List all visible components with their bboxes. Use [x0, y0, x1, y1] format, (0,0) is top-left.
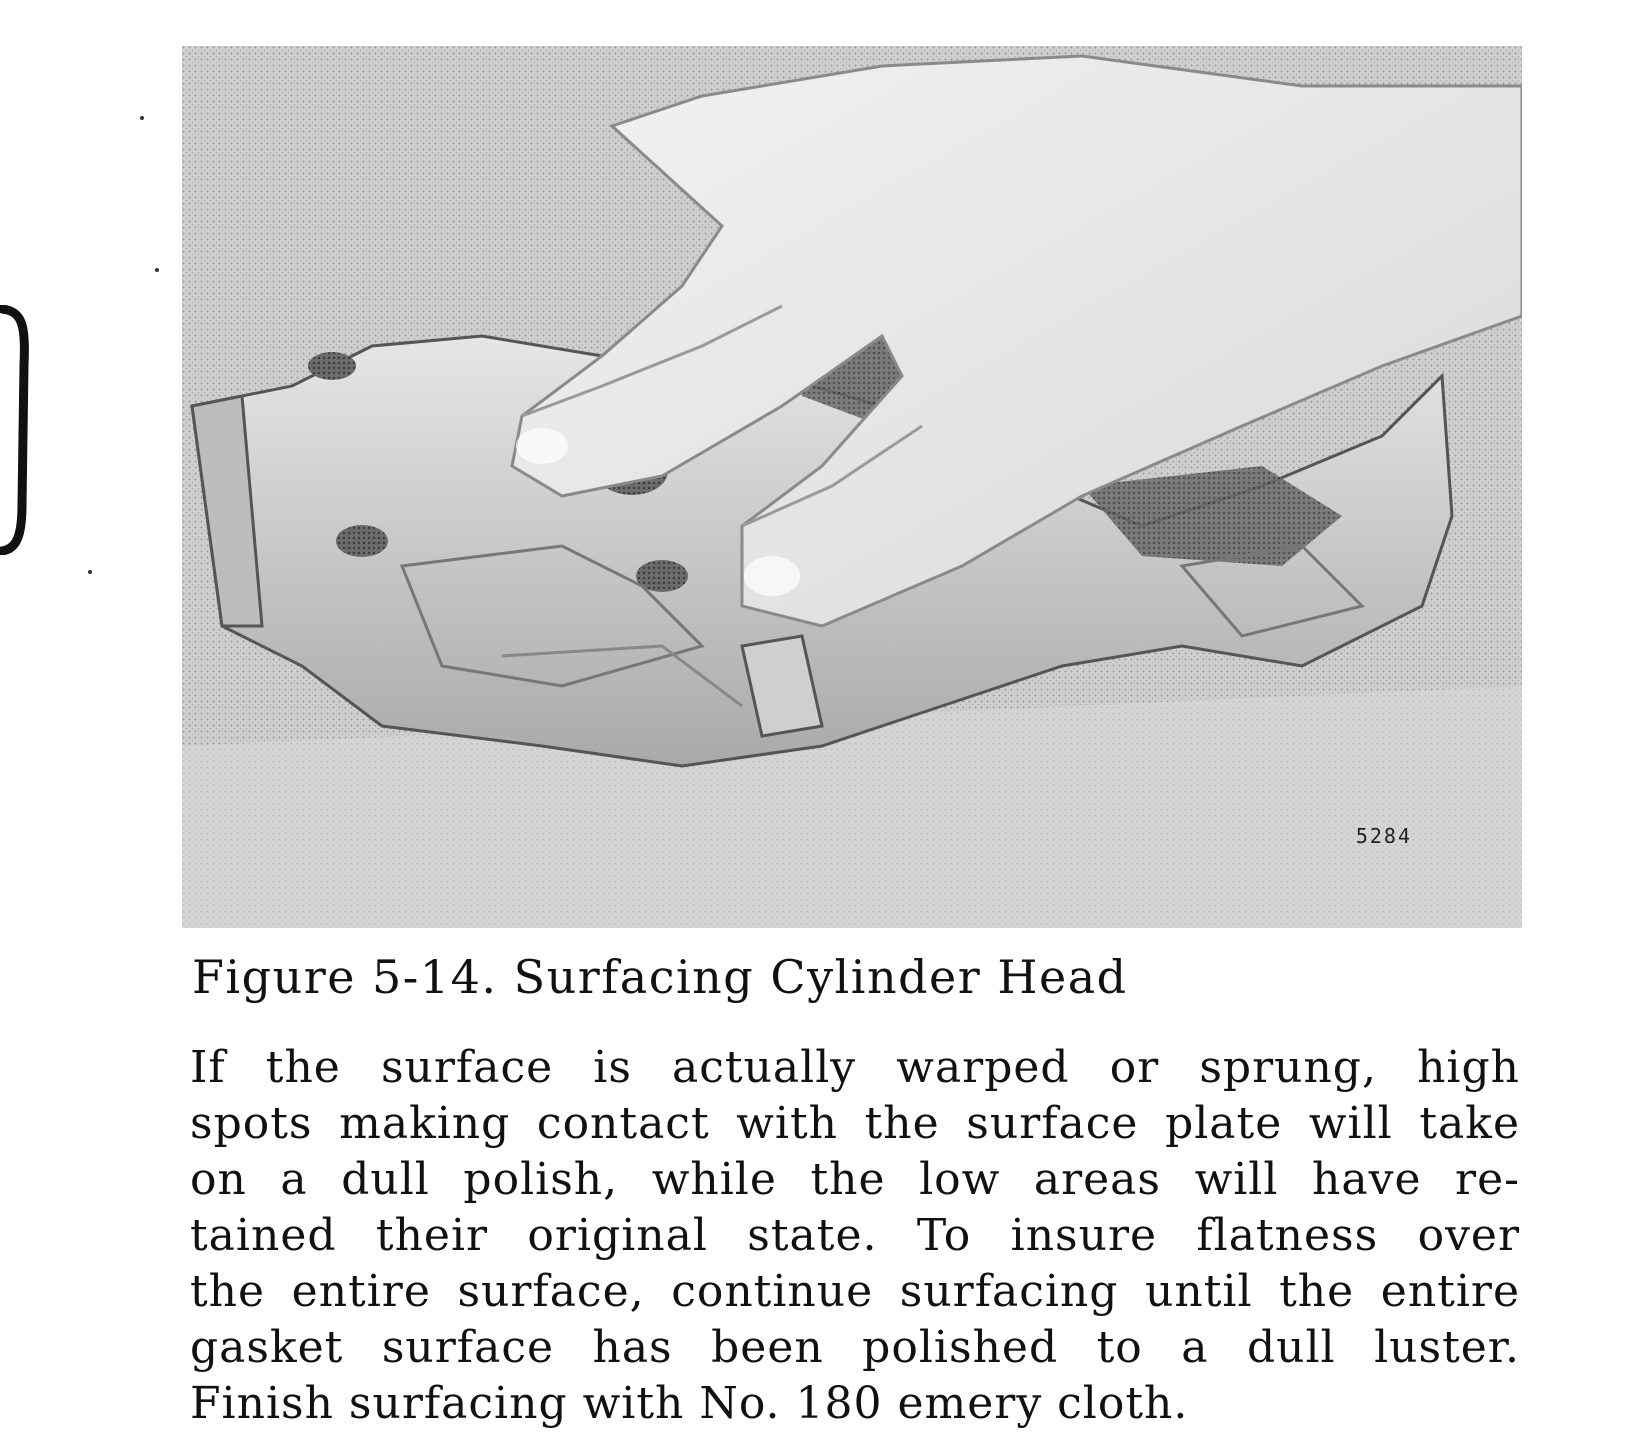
scan-speck: [140, 116, 144, 120]
photo-illustration: [182, 46, 1522, 928]
paragraph-line: gasket surface has been polished to a dull luster.: [190, 1322, 1520, 1373]
paragraph-line: on a dull polish, while the low areas will have re-: [190, 1154, 1520, 1205]
figure-caption: Figure 5-14. Surfacing Cylinder Head: [192, 950, 1128, 1004]
photo-figure-number: 5284: [1355, 824, 1412, 848]
paragraph-line: tained their original state. To insure flatness over: [190, 1210, 1520, 1261]
paragraph-line: If the surface is actually warped or sprung, high: [190, 1042, 1520, 1093]
paragraph-line: Finish surfacing with No. 180 emery cloth.: [190, 1378, 1189, 1429]
paragraph-line: the entire surface, continue surfacing until the entire: [190, 1266, 1520, 1317]
body-paragraph: [190, 1040, 1520, 1432]
paragraph-line: spots making contact with the surface plate will take: [190, 1098, 1520, 1149]
cylinder-head-photo: [182, 46, 1522, 928]
scan-speck: [155, 268, 159, 272]
scan-speck: [88, 570, 92, 574]
margin-bracket-mark: [0, 305, 34, 555]
